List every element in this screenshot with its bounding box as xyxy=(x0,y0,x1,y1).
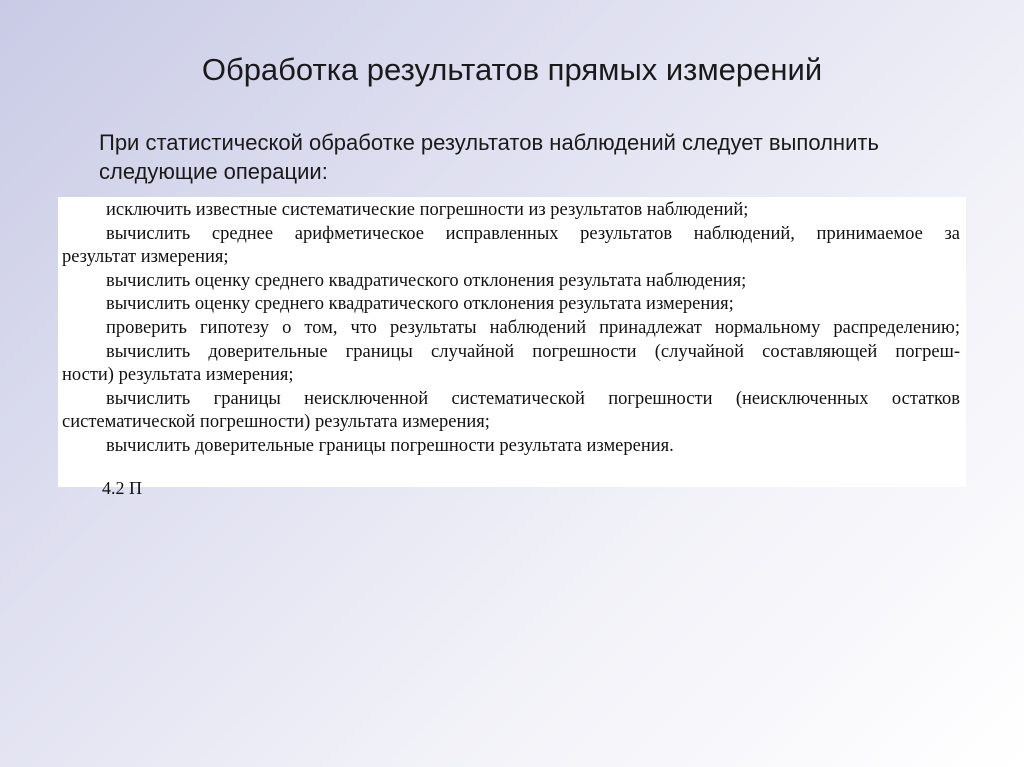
scanned-text-image xyxy=(58,197,966,498)
scan-line-4: вычислить оценку среднего квадратического отклонения результата наблюдения; xyxy=(106,270,747,291)
scan-line-3: результат измерения; xyxy=(62,247,229,268)
scan-line-11: вычислить доверительные границы погрешности результата измерения. xyxy=(106,435,674,456)
scan-line-6: проверить гипотезу о том, что результаты наблюдений принадлежат нормальному распределению; xyxy=(106,317,960,338)
scan-line-2: вычислить среднее арифметическое исправленных результатов наблюдений, принимаемое за xyxy=(106,223,960,244)
scan-line-8: ности) результата измерения; xyxy=(62,365,294,386)
scan-line-7: вычислить доверительные границы случайной погрешности (случайной составляющей погреш- xyxy=(106,341,960,362)
intro-paragraph: При статистической обработке результатов наблюдений следует выполнить следующие операции: xyxy=(99,130,879,184)
scan-cut-line: 4.2 П xyxy=(102,478,142,498)
scan-line-5: вычислить оценку среднего квадратического отклонения результата измерения; xyxy=(106,294,734,315)
scan-line-10: систематической погрешности) результата измерения; xyxy=(62,412,490,433)
scan-line-1: исключить известные систематические погрешности из результатов наблюдений; xyxy=(106,200,749,220)
scan-line-9: вычислить границы неисключенной систематической погрешности (неисключенных остатков xyxy=(106,388,960,409)
slide-title: Обработка результатов прямых измерений xyxy=(201,52,823,87)
